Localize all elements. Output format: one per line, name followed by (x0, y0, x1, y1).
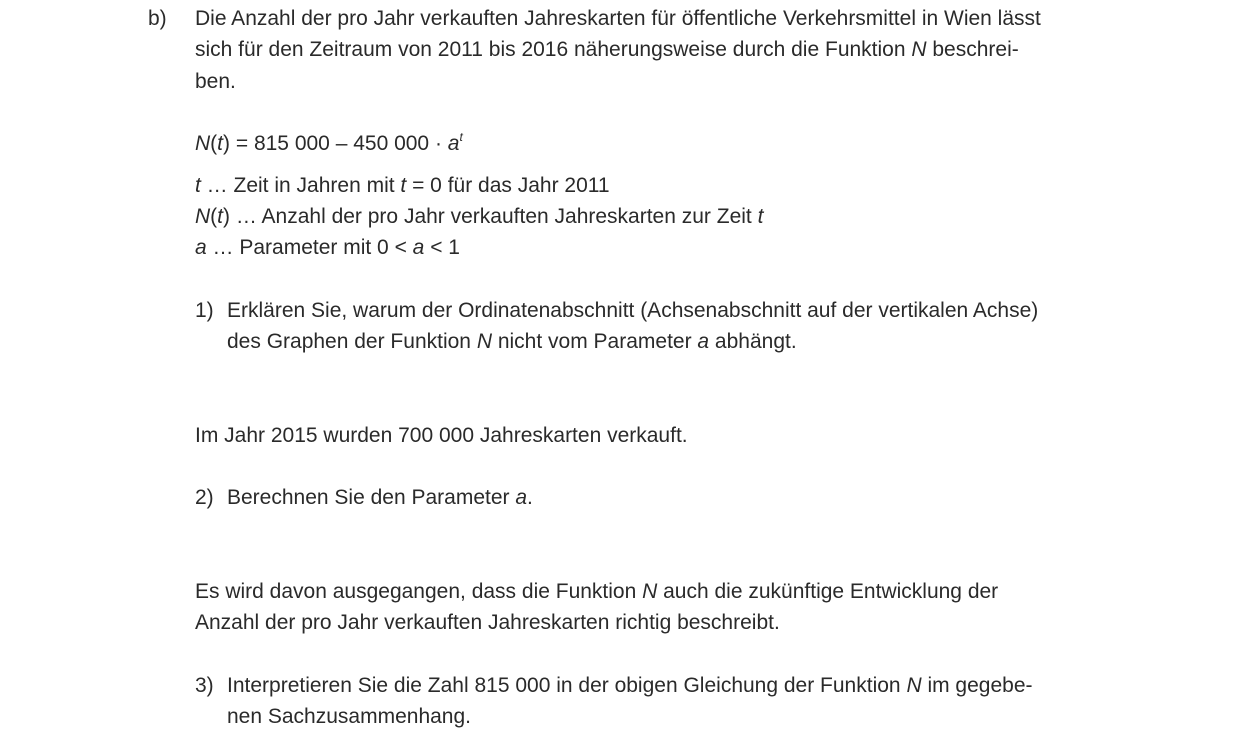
q1-line-2-text: des Graphen der Funktion (227, 330, 477, 353)
formula-exponent: t (459, 130, 463, 144)
q1-line-2-mid: nicht vom Parameter (492, 330, 698, 353)
q2-parameter-symbol: a (515, 486, 528, 509)
q1-line-2 (227, 326, 797, 357)
q2-text-body: Berechnen Sie den Parameter (227, 486, 516, 509)
q1-line-2-end: abhängt. (709, 330, 797, 353)
def-t-symbol: t (195, 174, 201, 197)
q1-line-1: Erklären Sie, warum der Ordinatenabschnitt (Achsenabschnitt auf der vertikalen Achse) (227, 299, 1039, 322)
def-n-t: t (757, 205, 764, 228)
assumption-text: Es wird davon ausgegangen, dass die Funktion (195, 580, 643, 603)
intro-line-1: Die Anzahl der pro Jahr verkauften Jahreskarten für öffentliche Verkehrsmittel in Wien lässt (195, 7, 1041, 30)
q2-text-end: . (527, 486, 533, 509)
q1-parameter-symbol: a (697, 330, 710, 353)
q2-number: 2) (195, 486, 214, 509)
definition-n: N(t) … Anzahl der pro Jahr verkauften Jahreskarten zur Zeit t (195, 205, 764, 228)
info-2015: Im Jahr 2015 wurden 700 000 Jahreskarten verkauft. (195, 424, 688, 447)
formula-t: t (217, 132, 224, 155)
def-n-symbol: N (195, 205, 211, 228)
function-symbol: N (911, 38, 927, 61)
q3-line-1-text: Interpretieren Sie die Zahl 815 000 in der obigen Gleichung der Funktion (227, 674, 907, 697)
intro-line-2 (195, 34, 1019, 65)
definition-a (195, 232, 460, 263)
def-t-text-end: = 0 für das Jahr 2011 (406, 174, 610, 197)
formula-base: a (447, 132, 460, 155)
formula-n: N (195, 132, 211, 155)
q3-function-symbol: N (906, 674, 922, 697)
def-a-text: … Parameter mit 0 < (206, 236, 413, 259)
intro-line-2-text: sich für den Zeitraum von 2011 bis 2016 näherungsweise durch die Funktion (195, 38, 912, 61)
formula-rhs: = 815 000 – 450 000 · (230, 132, 448, 155)
part-label: b) (148, 7, 167, 30)
q3-line-1 (227, 670, 1033, 701)
def-n-text: … Anzahl der pro Jahr verkauften Jahreskarten zur Zeit (230, 205, 758, 228)
intro-line-2-end: beschrei- (926, 38, 1019, 61)
intro-line-3: ben. (195, 70, 236, 93)
q2-text (227, 482, 533, 513)
assumption-function-symbol: N (642, 580, 658, 603)
q3-line-2: nen Sachzusammenhang. (227, 705, 471, 728)
def-n-arg: t (217, 205, 224, 228)
q3-line-1-end: im gegebe- (921, 674, 1033, 697)
def-a-inline: a (412, 236, 425, 259)
assumption-text-end: auch die zukünftige Entwicklung der (657, 580, 999, 603)
def-a-text-end: < 1 (424, 236, 460, 259)
assumption-line-1 (195, 576, 998, 607)
q1-number: 1) (195, 299, 214, 322)
def-a-symbol: a (195, 236, 207, 259)
q1-function-symbol: N (476, 330, 492, 353)
q3-number: 3) (195, 674, 214, 697)
def-t-inline: t (400, 174, 407, 197)
definition-t (195, 170, 610, 201)
def-t-text: … Zeit in Jahren mit (200, 174, 401, 197)
formula: N(t) = 815 000 – 450 $000 \cdot a^t$ (195, 130, 463, 155)
assumption-line-2: Anzahl der pro Jahr verkauften Jahreskarten richtig beschreibt. (195, 611, 780, 634)
